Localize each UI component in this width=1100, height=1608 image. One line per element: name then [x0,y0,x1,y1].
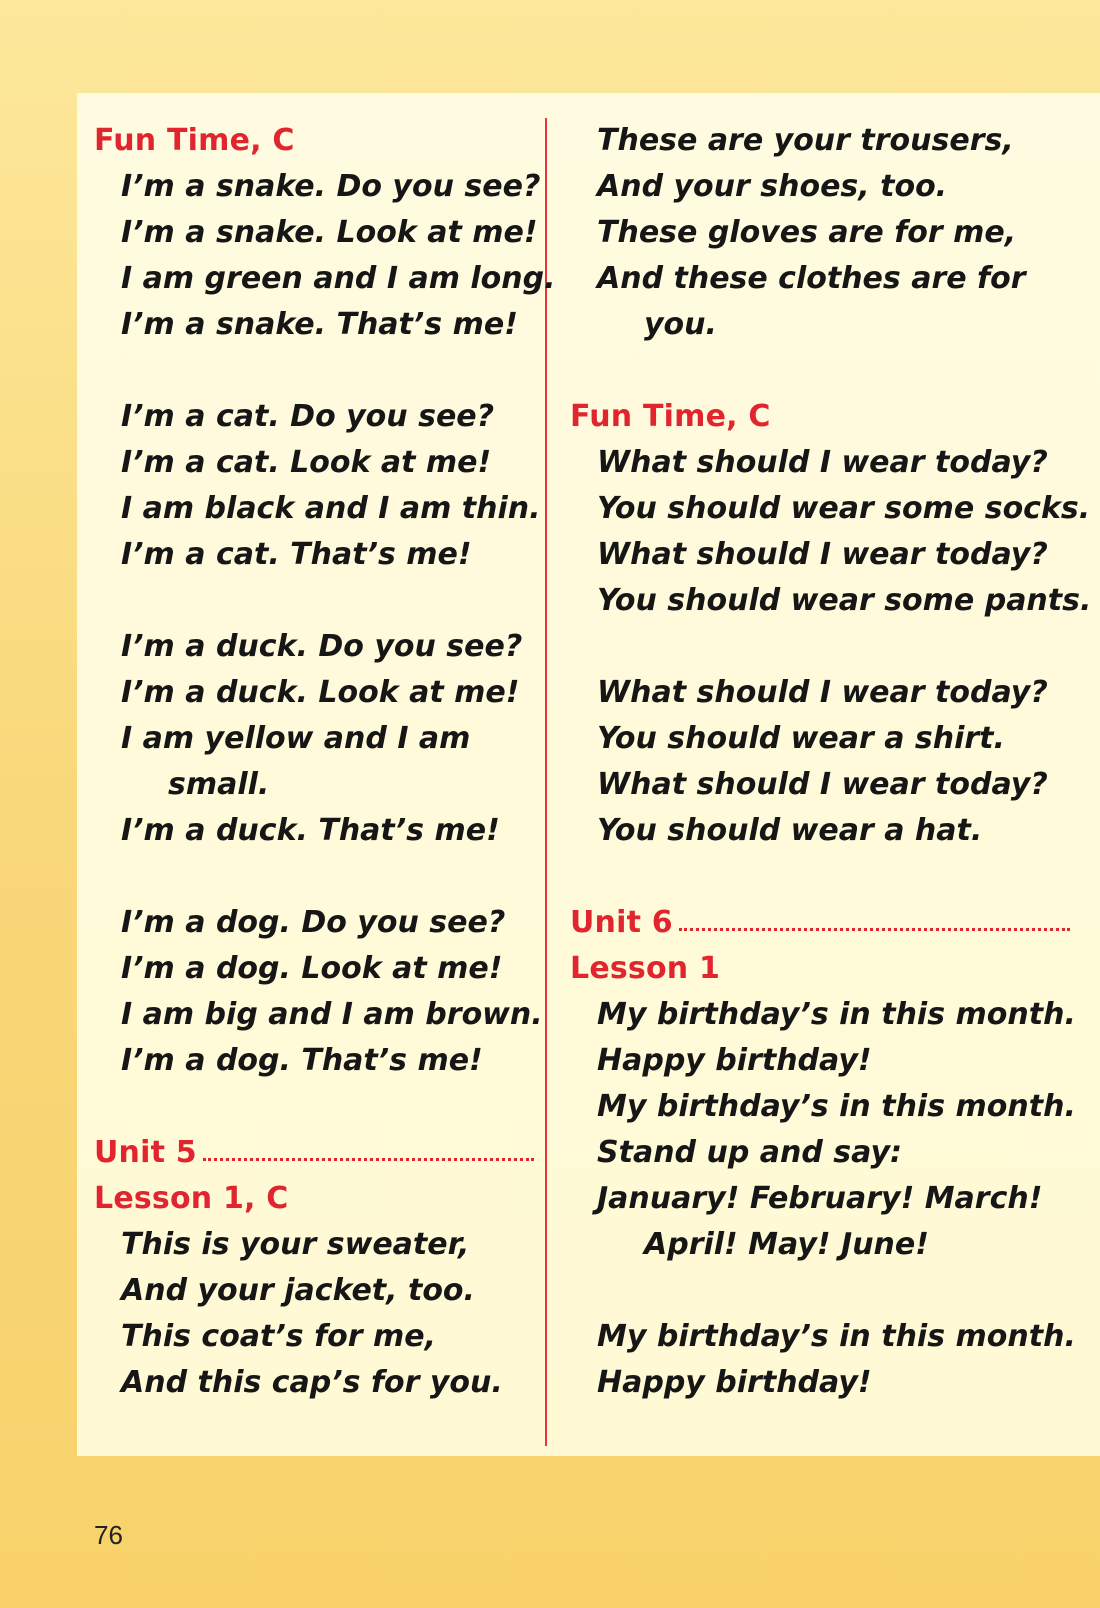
unit-heading-label: Unit 6 [570,905,673,940]
right-verse-line: What should I wear today? [597,767,1048,802]
right-verse-line: My birthday’s in this month. [597,1319,1076,1354]
right-verse-line: And these clothes are for [597,261,1026,296]
right-verse-line: You should wear a shirt. [597,721,1005,756]
left-verse-line: I’m a dog. Do you see? [121,905,506,940]
stanza-gap [570,854,1070,900]
right-verse-line: What should I wear today? [597,445,1048,480]
right-verse-line: These gloves are for me, [597,215,1017,250]
right-verse-line: Happy birthday! [597,1365,872,1400]
stanza-gap [94,854,534,900]
left-verse-line: I am yellow and I am [121,721,471,756]
left-verse-line: I’m a snake. That’s me! [121,307,518,342]
right-verse-line: You should wear a hat. [597,813,983,848]
left-verse-line: I am green and I am long. [121,261,556,296]
right-section-heading: Lesson 1 [570,951,721,986]
left-verse-line: I’m a snake. Do you see? [121,169,541,204]
left-verse-line: This is your sweater, [121,1227,470,1262]
stanza-gap [94,1084,534,1130]
stanza-gap [570,1268,1070,1314]
right-verse-line: You should wear some pants. [597,583,1092,618]
right-column [570,118,1092,1406]
dotted-leader [679,928,1070,931]
right-verse-line: Stand up and say: [597,1135,902,1170]
left-unit-heading [94,1130,534,1176]
right-verse-line: These are your trousers, [597,123,1014,158]
left-verse-line: And your jacket, too. [121,1273,475,1308]
left-verse-line: I am big and I am brown. [121,997,543,1032]
stanza-gap [94,348,534,394]
stanza-gap [570,624,1070,670]
left-section-heading: Fun Time, C [94,123,295,158]
left-column [94,118,556,1406]
right-verse-line: you. [644,307,717,342]
left-verse-line: And this cap’s for you. [121,1365,503,1400]
left-verse-line: I’m a cat. Do you see? [121,399,495,434]
left-section-heading: Lesson 1, C [94,1181,289,1216]
right-verse-line: What should I wear today? [597,675,1048,710]
right-verse-line: Happy birthday! [597,1043,872,1078]
left-verse-line: small. [168,767,270,802]
left-verse-line: I’m a cat. That’s me! [121,537,472,572]
left-verse-line: I am black and I am thin. [121,491,541,526]
left-verse-line: I’m a dog. Look at me! [121,951,503,986]
left-verse-line: I’m a duck. Do you see? [121,629,523,664]
stanza-gap [570,348,1070,394]
right-verse-line: April! May! June! [644,1227,929,1262]
right-verse-line: You should wear some socks. [597,491,1091,526]
right-verse-line: And your shoes, too. [597,169,948,204]
left-verse-line: I’m a snake. Look at me! [121,215,538,250]
page-number: 76 [94,1520,123,1550]
left-verse-line: I’m a duck. That’s me! [121,813,500,848]
left-verse-line: I’m a duck. Look at me! [121,675,520,710]
dotted-leader [203,1158,534,1161]
left-verse-line: This coat’s for me, [121,1319,436,1354]
unit-heading-label: Unit 5 [94,1135,197,1170]
right-verse-line: My birthday’s in this month. [597,997,1076,1032]
right-verse-line: My birthday’s in this month. [597,1089,1076,1124]
left-verse-line: I’m a dog. That’s me! [121,1043,483,1078]
right-verse-line: January! February! March! [597,1181,1043,1216]
right-section-heading: Fun Time, C [570,399,771,434]
left-verse-line: I’m a cat. Look at me! [121,445,492,480]
column-divider [545,118,547,1446]
right-unit-heading [570,900,1070,946]
stanza-gap [94,578,534,624]
right-verse-line: What should I wear today? [597,537,1048,572]
